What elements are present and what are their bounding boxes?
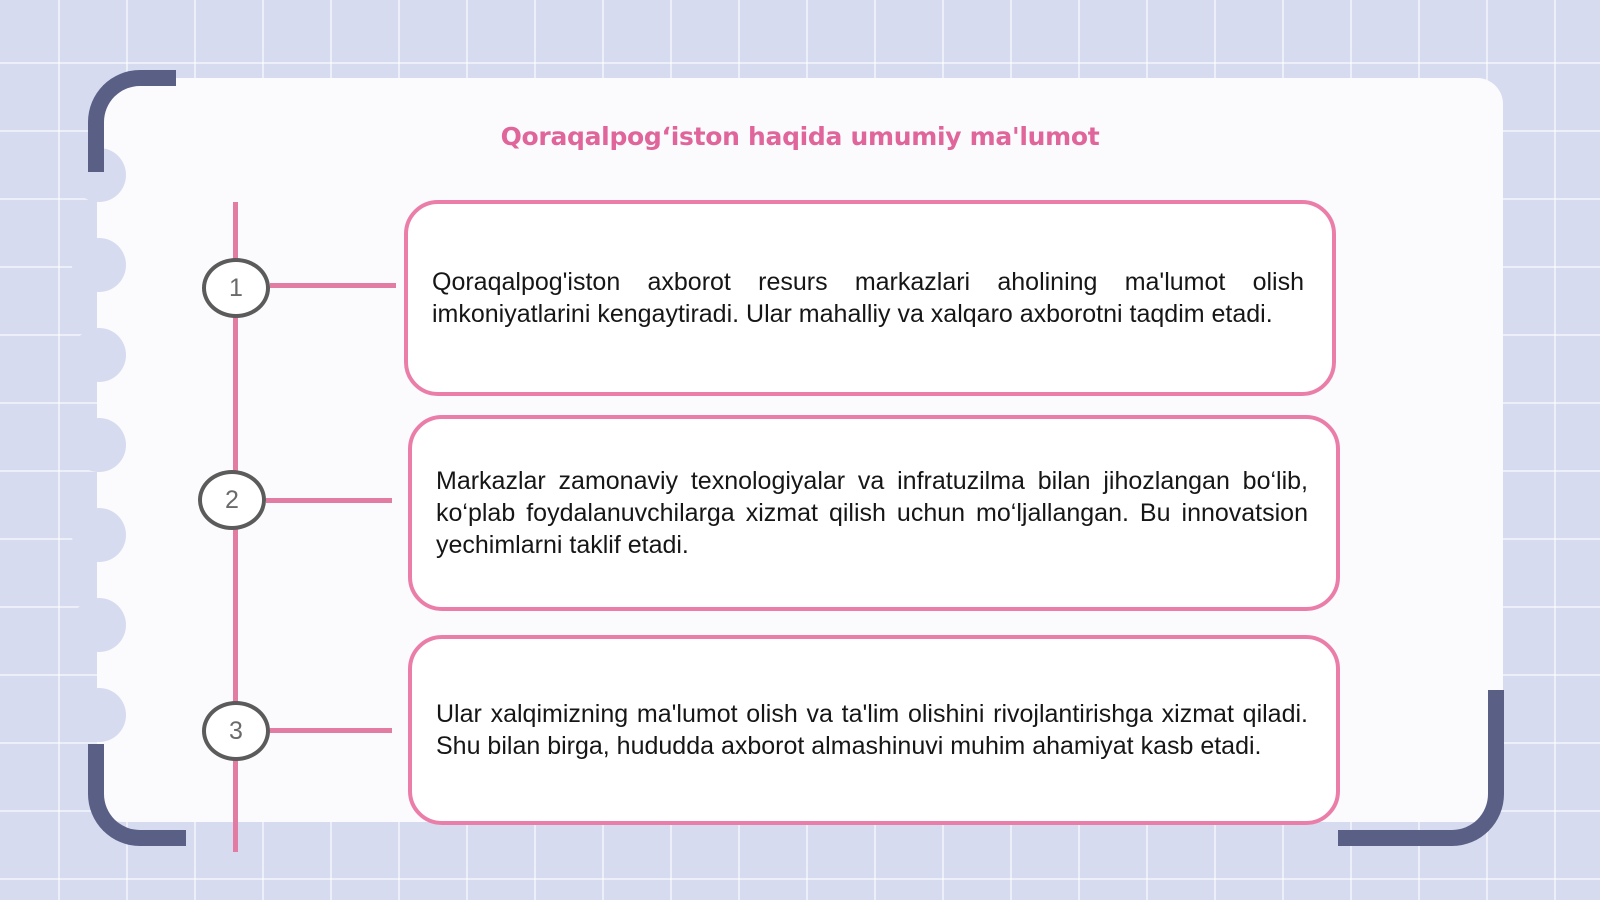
timeline-card-3 (408, 635, 1340, 825)
paper-edge-bump (72, 418, 126, 472)
timeline-card-text: Markazlar zamonaviy texnologiyalar va infratuzilma bilan jihozlangan bo‘lib, ko‘plab foydalanuvchilarga xizmat qilish uchun mo‘ljallangan. Bu innovatsion yechimlarni taklif etadi. (436, 467, 1308, 559)
corner-bracket-bottom-left (88, 744, 186, 846)
timeline-card-2 (408, 415, 1340, 611)
timeline-card-text: Qoraqalpog'iston axborot resurs markazlari aholining ma'lumot olish imkoniyatlarini kengaytiradi. Ular mahalliy va xalqaro axborotni taqdim etadi. (432, 268, 1304, 328)
timeline-connector-1 (270, 283, 396, 288)
timeline-connector-2 (266, 498, 392, 503)
timeline-marker-3: 3 (202, 701, 270, 761)
slide-title: Qoraqalpogʻiston haqida umumiy ma'lumot (500, 122, 1100, 151)
timeline-marker-2: 2 (198, 470, 266, 530)
paper-edge-bump (72, 688, 126, 742)
timeline-card-text: Ular xalqimizning ma'lumot olish va ta'lim olishini rivojlantirishga xizmat qiladi. Shu bilan birga, hududda axborot almashinuvi muhim ahamiyat kasb etadi. (436, 700, 1308, 760)
paper-edge-bump (72, 238, 126, 292)
timeline-card-1 (404, 200, 1336, 396)
corner-bracket-top-left (88, 70, 176, 172)
paper-edge-bump (72, 328, 126, 382)
timeline-marker-1: 1 (202, 258, 270, 318)
timeline-connector-3 (270, 728, 392, 733)
paper-edge-bump (72, 598, 126, 652)
corner-bracket-bottom-right (1338, 690, 1504, 846)
paper-edge-bump (72, 508, 126, 562)
